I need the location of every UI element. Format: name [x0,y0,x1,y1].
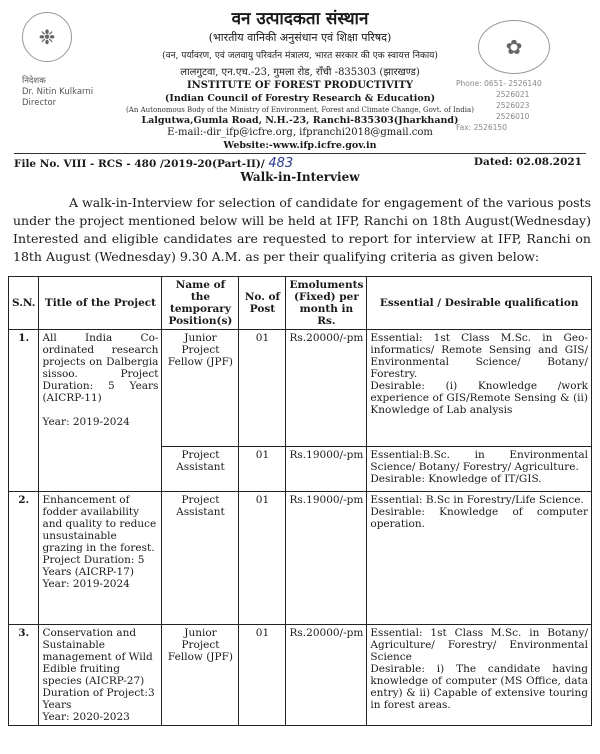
essential-qualification: Essential: 1st Class M.Sc. in Botany/ Agriculture/ Forestry/ Environmental Science [370,627,588,663]
emolument: Rs.20000/-pm [286,330,367,447]
fax-line: Fax: 2526150 [456,123,507,132]
director-name: Dr. Nitin Kulkarni [22,87,94,97]
phone-line: 2526023 [496,101,530,110]
essential-qualification: Essential: B.Sc in Forestry/Life Science. [370,494,584,506]
autonomous-note: (An Autonomous Body of the Ministry of Environment, Forest and Climate Change, Govt. of India) [126,106,474,114]
header-qualification: Essential / Desirable qualification [367,277,592,330]
qualification [367,447,592,492]
phone-block [456,78,542,133]
hindi-institute-title: वन उत्पादकता संस्थान [231,9,369,29]
ifp-logo: ✿ [478,20,550,74]
phone-line: 2526010 [496,112,530,121]
date: Dated: 02.08.2021 [473,156,582,168]
project-title: Enhancement of fodder availability and quality to reduce unsustainable grazing in the forest. Project Duration: 5 Years (AICRP-17) [42,494,157,578]
header-divider [14,153,586,154]
notice-title: Walk-in-Interview [240,170,360,184]
emolument: Rs.19000/-pm [286,492,367,625]
desirable-qualification: Desirable: Knowledge of IT/GIS. [370,473,542,485]
council-name: (Indian Council of Forestry Research & Education) [164,93,436,104]
table-header-row [9,277,592,330]
address: Lalgutwa,Gumla Road, N.H.-23, Ranchi-835303(Jharkhand) [141,115,459,126]
post-count: 01 [239,625,286,726]
row-sn: 3. [9,625,39,726]
project-title: Conservation and Sustainable management of Wild Edible fruiting species (AICRP-27) Duration of Project:3 Years [42,627,155,711]
position-name: Junior Project Fellow (JPF) [162,330,239,447]
header-posts: No. of Post [239,277,286,330]
qualification [367,330,592,447]
post-count: 01 [239,330,286,447]
file-handwritten-number: 483 [268,156,294,171]
header-sn: S.N. [9,277,39,330]
row-sn: 1. [9,330,39,492]
hindi-address: लालगुटवा, एन.एच.-23, गुमला रोड, राँची -835303 (झारखण्ड) [180,67,420,78]
essential-qualification: Essential:B.Sc. in Environmental Science/ Botany/ Forestry/ Agriculture. [370,449,588,473]
row-sn: 2. [9,492,39,625]
position-name: Project Assistant [162,447,239,492]
desirable-qualification: Desirable: i) The candidate having knowledge of computer (MS Office, data entry) & ii) Capable of extensive touring in forest areas. [370,663,588,711]
phone-line: Phone: 0651- 2526140 [456,79,542,88]
hindi-ministry: (वन, पर्यावरण, एवं जलवायु परिवर्तन मंत्रालय, भारत सरकार की एक स्वायत्त निकाय) [162,51,438,61]
header-emoluments: Emoluments (Fixed) per month in Rs. [286,277,367,330]
director-hindi: निदेशक [22,76,46,86]
position-name: Project Assistant [162,492,239,625]
qualification [367,492,592,625]
post-count: 01 [239,492,286,625]
table-row [9,625,592,726]
project-year: Year: 2019-2024 [42,416,130,428]
hindi-parent: (भारतीय वानिकी अनुसंधान एवं शिक्षा परिषद) [208,31,392,44]
desirable-qualification: Desirable: Knowledge of computer operation. [370,506,588,530]
file-number-line [14,156,586,171]
director-title: Director [22,98,57,108]
row-project [39,492,162,625]
posts-table [8,276,592,726]
post-count: 01 [239,447,286,492]
file-number: File No. VIII - RCS - 480 /2019-20(Part-II)/ [14,158,265,170]
website: Website:-www.ifp.icfre.gov.in [223,140,377,151]
institute-name: INSTITUTE OF FOREST PRODUCTIVITY [186,80,414,91]
row-project [39,625,162,726]
position-name: Junior Project Fellow (JPF) [162,625,239,726]
email: E-mail:-dir_ifp@icfre.org, ifpranchi2018@gmail.com [167,127,433,138]
project-year: Year: 2020-2023 [42,711,130,723]
desirable-qualification: Desirable: (i) Knowledge /work experience of GIS/Remote Sensing & (ii) Knowledge of Lab analysis [370,380,588,416]
table-row [9,492,592,625]
emolument: Rs.20000/-pm [286,625,367,726]
qualification [367,625,592,726]
phone-line: 2526021 [496,90,530,99]
header-project: Title of the Project [39,277,162,330]
notice-paragraph: A walk-in-Interview for selection of candidate for engagement of the various posts under the project mentioned below will be held at IFP, Ranchi on 18th August(Wednesday) Interested and eligible candidates are requested to report for interview at IFP, Ranchi on 18th August (Wednesday) 9.30 A.M. as per their qualifying criteria as given below: [13,195,591,264]
project-title: All India Co-ordinated research projects on Dalbergia sissoo. Project Duration: 5 Years (AICRP-11) [42,332,159,404]
row-project [39,330,162,492]
project-year: Year: 2019-2024 [42,578,130,590]
table-row [9,330,592,447]
emolument: Rs.19000/-pm [286,447,367,492]
essential-qualification: Essential: 1st Class M.Sc. in Geo-informatics/ Remote Sensing and GIS/ Environmental Science/ Botany/ Forestry. [370,332,588,380]
icfre-logo: ❉ [22,12,72,62]
header-position: Name of the temporary Position(s) [162,277,239,330]
director-block [22,76,93,109]
